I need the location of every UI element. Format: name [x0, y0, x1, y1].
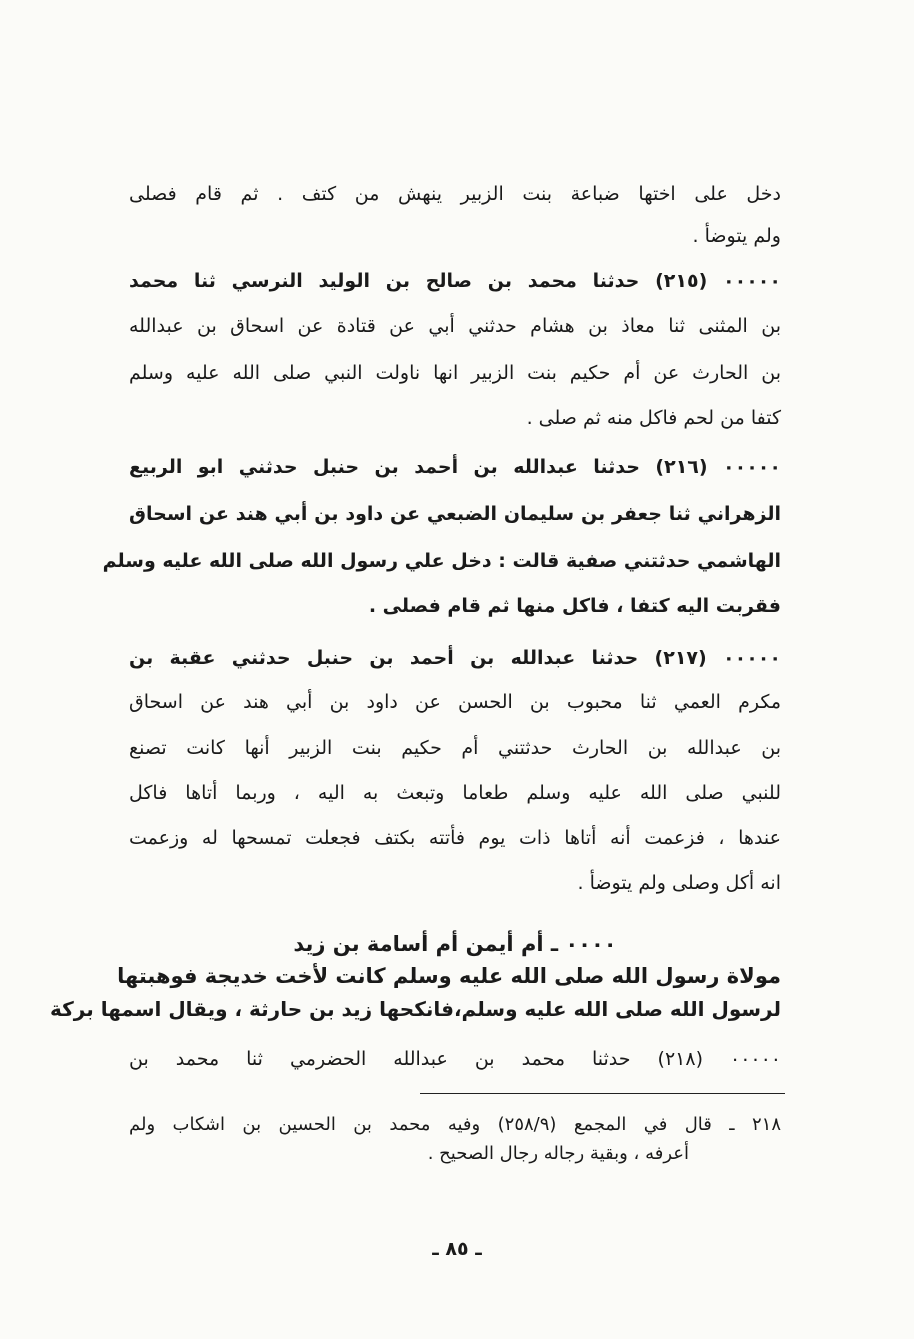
- section-line-1: مولاة رسول الله صلى الله عليه وسلم كانت لأخت خديجة فوهبتها: [117, 964, 781, 988]
- text-line-5: بن الحارث عن أم حكيم بنت الزبير انها ناولت النبي صلى الله عليه وسلم: [129, 362, 781, 384]
- text-line-15: عندها ، فزعمت أنه أتاها ذات يوم فأتته بكتف فجعلت تمسحها له وزعمت: [129, 827, 781, 849]
- text-line-10: فقربت اليه كتفا ، فاكل منها ثم قام فصلى .: [368, 595, 781, 617]
- text-line-1: دخل على اختها ضباعة بنت الزبير ينهش من كتف . ثم قام فصلى: [129, 183, 781, 205]
- text-line-6: كتفا من لحم فاكل منه ثم صلى .: [526, 407, 781, 429]
- text-line-4: بن المثنى ثنا معاذ بن هشام حدثني أبي عن قتادة عن اسحاق بن عبدالله: [129, 315, 781, 337]
- hadith-215-heading: ٠٠٠٠٠ (٢١٥) حدثنا محمد بن صالح بن الوليد النرسي ثنا محمد: [129, 270, 781, 292]
- hadith-217-heading: ٠٠٠٠٠ (٢١٧) حدثنا عبدالله بن أحمد بن حنبل حدثني عقبة بن: [129, 647, 781, 669]
- text-line-13: بن عبدالله بن الحارث حدثتني أم حكيم بنت الزبير أنها كانت تصنع: [129, 737, 781, 759]
- text-line-14: للنبي صلى الله عليه وسلم طعاما وتبعث به اليه ، وربما أتاها فاكل: [129, 782, 781, 804]
- footnote-line-2: أعرفه ، وبقية رجاله رجال الصحيح .: [427, 1143, 689, 1164]
- section-title: ٠٠٠٠ ـ أم أيمن أم أسامة بن زيد: [293, 932, 617, 956]
- section-line-2: لرسول الله صلى الله عليه وسلم،فانكحها زيد بن حارثة ، ويقال اسمها بركة: [50, 997, 781, 1021]
- text-line-12: مكرم العمي ثنا محبوب بن الحسن عن داود بن أبي هند عن اسحاق: [129, 691, 781, 713]
- text-line-2: ولم يتوضأ .: [692, 225, 781, 247]
- hadith-216-heading: ٠٠٠٠٠ (٢١٦) حدثنا عبدالله بن أحمد بن حنبل حدثني ابو الربيع: [129, 456, 781, 478]
- text-line-16: انه أكل وصلى ولم يتوضأ .: [577, 872, 781, 894]
- footnote-divider: [420, 1093, 785, 1094]
- text-line-9: الهاشمي حدثتني صفية قالت : دخل علي رسول الله صلى الله عليه وسلم: [102, 550, 781, 572]
- hadith-218-heading: ٠٠٠٠٠ (٢١٨) حدثنا محمد بن عبدالله الحضرمي ثنا محمد بن: [129, 1048, 782, 1070]
- text-line-8: الزهراني ثنا جعفر بن سليمان الضبعي عن داود بن أبي هند عن اسحاق: [129, 503, 781, 525]
- footnote-line-1: ٢١٨ ـ قال في المجمع (٢٥٨/٩) وفيه محمد بن الحسين بن اشكاب ولم: [129, 1114, 781, 1135]
- page-number: ـ ٨٥ ـ: [432, 1238, 482, 1260]
